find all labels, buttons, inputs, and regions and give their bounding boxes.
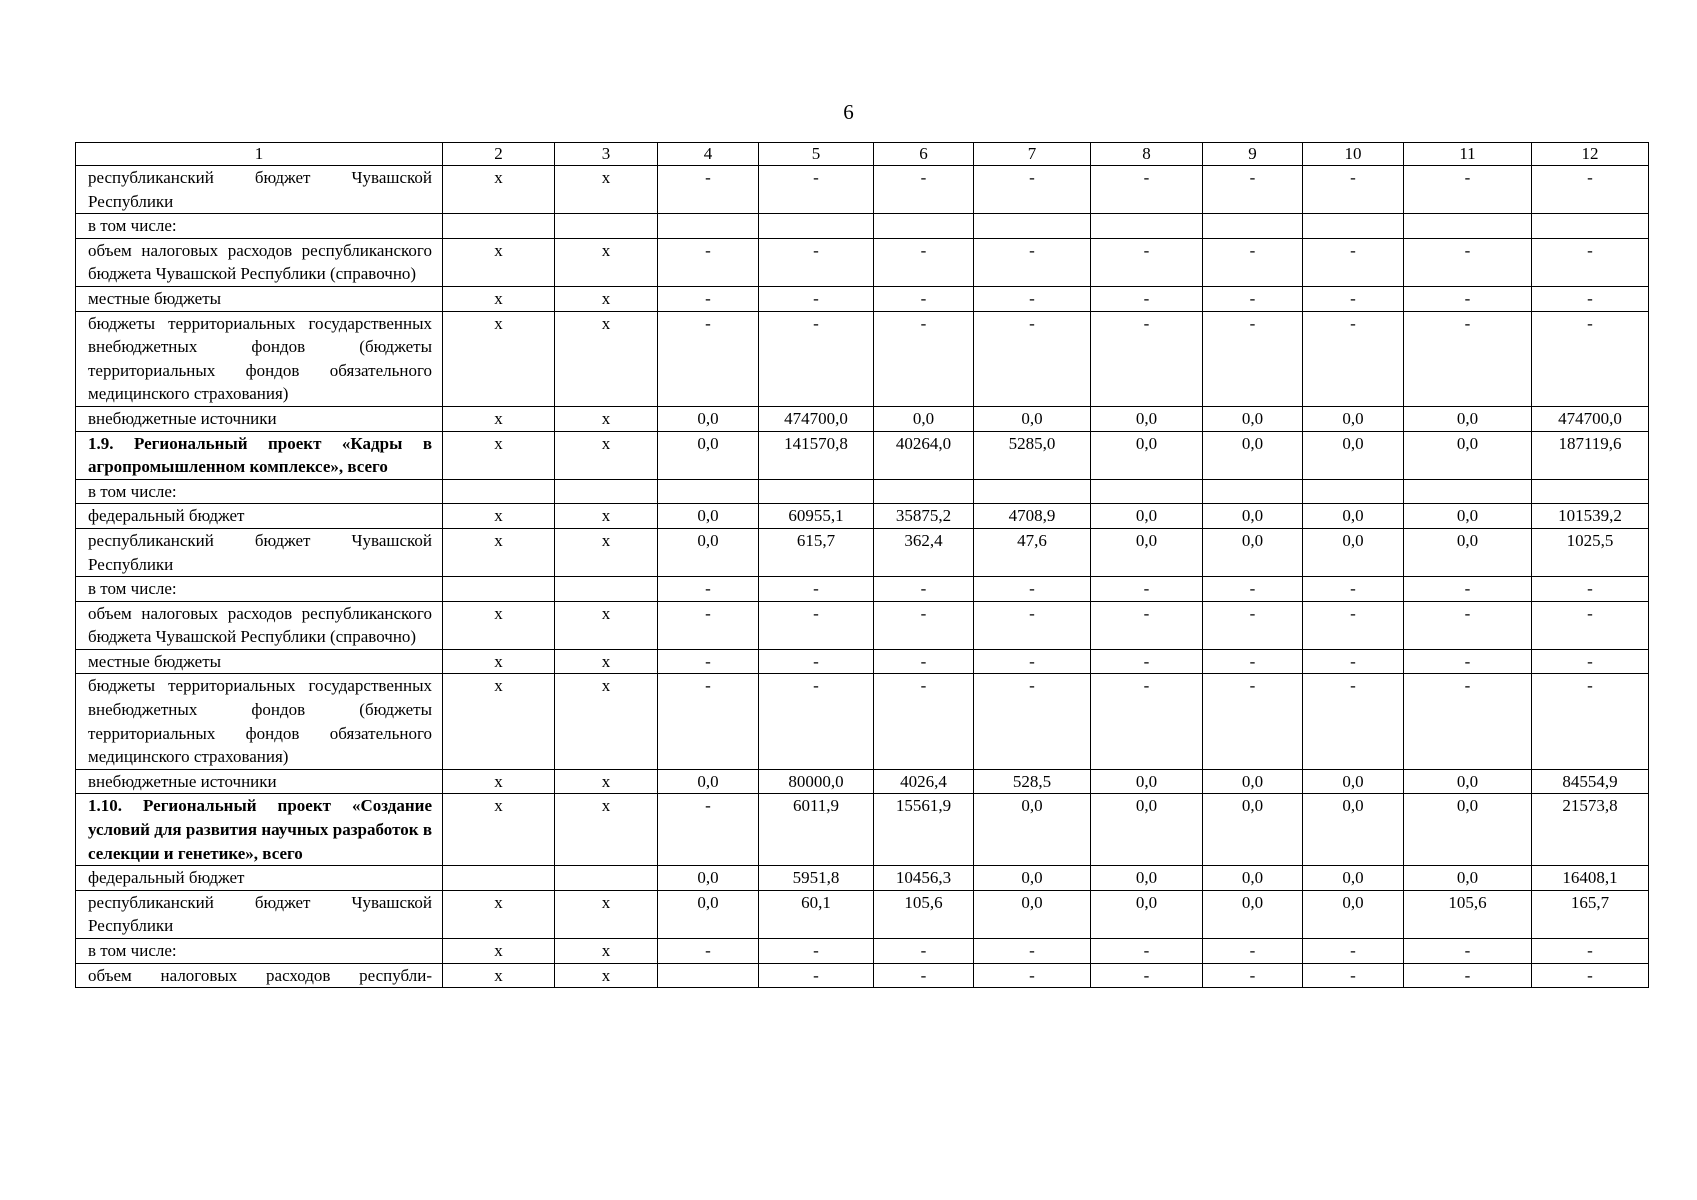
cell-col-7: - xyxy=(974,601,1091,649)
cell-col-7: - xyxy=(974,286,1091,311)
cell-col-5: - xyxy=(759,939,874,964)
cell-col-6: 105,6 xyxy=(874,890,974,938)
cell-col-6: - xyxy=(874,601,974,649)
cell-col-6: - xyxy=(874,649,974,674)
header-cell-6: 6 xyxy=(874,143,974,166)
cell-col-9: 0,0 xyxy=(1203,504,1303,529)
cell-col-2: x xyxy=(443,528,555,576)
cell-col-10: - xyxy=(1303,286,1404,311)
cell-col-10: - xyxy=(1303,166,1404,214)
table-row xyxy=(76,939,1649,964)
cell-col-4: - xyxy=(658,238,759,286)
cell-col-6: 35875,2 xyxy=(874,504,974,529)
row-label: республиканский бюджет Чувашской Республики xyxy=(76,890,443,938)
cell-col-9: - xyxy=(1203,238,1303,286)
cell-col-12: - xyxy=(1532,311,1649,406)
cell-col-12 xyxy=(1532,214,1649,239)
cell-col-10: - xyxy=(1303,939,1404,964)
cell-col-8: - xyxy=(1091,238,1203,286)
cell-col-8: - xyxy=(1091,166,1203,214)
row-label: федеральный бюджет xyxy=(76,866,443,891)
cell-col-2: x xyxy=(443,674,555,769)
cell-col-6: - xyxy=(874,963,974,988)
header-cell-11: 11 xyxy=(1404,143,1532,166)
cell-col-6: 362,4 xyxy=(874,528,974,576)
table-row xyxy=(76,866,1649,891)
cell-col-2 xyxy=(443,479,555,504)
cell-col-2: x xyxy=(443,649,555,674)
cell-col-3: x xyxy=(555,649,658,674)
cell-col-2: x xyxy=(443,286,555,311)
cell-col-8: - xyxy=(1091,286,1203,311)
cell-col-10: - xyxy=(1303,674,1404,769)
cell-col-11: - xyxy=(1404,238,1532,286)
row-label: в том числе: xyxy=(76,214,443,239)
cell-col-7 xyxy=(974,214,1091,239)
cell-col-12: - xyxy=(1532,286,1649,311)
cell-col-12: 101539,2 xyxy=(1532,504,1649,529)
cell-col-2 xyxy=(443,577,555,602)
cell-col-9: - xyxy=(1203,601,1303,649)
cell-col-6 xyxy=(874,214,974,239)
cell-col-4: 0,0 xyxy=(658,431,759,479)
cell-col-11: - xyxy=(1404,649,1532,674)
cell-col-8: 0,0 xyxy=(1091,528,1203,576)
cell-col-8 xyxy=(1091,214,1203,239)
table-row xyxy=(76,238,1649,286)
cell-col-3: x xyxy=(555,890,658,938)
cell-col-11: - xyxy=(1404,286,1532,311)
cell-col-10: 0,0 xyxy=(1303,794,1404,866)
cell-col-2: x xyxy=(443,431,555,479)
cell-col-6: - xyxy=(874,674,974,769)
cell-col-12: - xyxy=(1532,963,1649,988)
cell-col-9: 0,0 xyxy=(1203,890,1303,938)
cell-col-4: 0,0 xyxy=(658,528,759,576)
row-label: внебюджетные источники xyxy=(76,406,443,431)
cell-col-6: - xyxy=(874,166,974,214)
cell-col-12: 187119,6 xyxy=(1532,431,1649,479)
cell-col-8: - xyxy=(1091,649,1203,674)
cell-col-10: - xyxy=(1303,601,1404,649)
cell-col-8: 0,0 xyxy=(1091,890,1203,938)
cell-col-8: 0,0 xyxy=(1091,504,1203,529)
row-label: объем налоговых расходов республи- xyxy=(76,963,443,988)
cell-col-6: - xyxy=(874,577,974,602)
cell-col-3: x xyxy=(555,939,658,964)
row-label: федеральный бюджет xyxy=(76,504,443,529)
cell-col-5: - xyxy=(759,601,874,649)
cell-col-4: - xyxy=(658,794,759,866)
cell-col-5: - xyxy=(759,311,874,406)
cell-col-4: - xyxy=(658,939,759,964)
cell-col-7: 0,0 xyxy=(974,866,1091,891)
cell-col-12: - xyxy=(1532,166,1649,214)
cell-col-4: - xyxy=(658,577,759,602)
cell-col-9: 0,0 xyxy=(1203,528,1303,576)
cell-col-10: - xyxy=(1303,963,1404,988)
cell-col-2 xyxy=(443,214,555,239)
cell-col-3 xyxy=(555,479,658,504)
cell-col-5: - xyxy=(759,238,874,286)
table-row xyxy=(76,286,1649,311)
cell-col-5: - xyxy=(759,963,874,988)
cell-col-6: - xyxy=(874,286,974,311)
row-label: объем налоговых расходов республиканского бюджета Чувашской Республики (справочно) xyxy=(76,238,443,286)
cell-col-10: 0,0 xyxy=(1303,866,1404,891)
cell-col-3: x xyxy=(555,794,658,866)
header-cell-5: 5 xyxy=(759,143,874,166)
table-row xyxy=(76,504,1649,529)
row-label: внебюджетные источники xyxy=(76,769,443,794)
cell-col-9: 0,0 xyxy=(1203,794,1303,866)
table-row xyxy=(76,963,1649,988)
header-cell-8: 8 xyxy=(1091,143,1203,166)
cell-col-10: - xyxy=(1303,577,1404,602)
cell-col-5 xyxy=(759,479,874,504)
cell-col-3: x xyxy=(555,406,658,431)
cell-col-9: - xyxy=(1203,649,1303,674)
cell-col-7: 0,0 xyxy=(974,794,1091,866)
table-row xyxy=(76,890,1649,938)
cell-col-3: x xyxy=(555,504,658,529)
cell-col-2: x xyxy=(443,601,555,649)
table-row xyxy=(76,166,1649,214)
cell-col-8: 0,0 xyxy=(1091,431,1203,479)
cell-col-4: 0,0 xyxy=(658,890,759,938)
table-row xyxy=(76,769,1649,794)
cell-col-6: 15561,9 xyxy=(874,794,974,866)
cell-col-2: x xyxy=(443,963,555,988)
cell-col-7: 47,6 xyxy=(974,528,1091,576)
cell-col-6 xyxy=(874,479,974,504)
row-label: республиканский бюджет Чувашской Республики xyxy=(76,528,443,576)
table-row xyxy=(76,649,1649,674)
cell-col-6: - xyxy=(874,939,974,964)
cell-col-4: 0,0 xyxy=(658,769,759,794)
cell-col-4: - xyxy=(658,311,759,406)
cell-col-3: x xyxy=(555,528,658,576)
cell-col-5: 6011,9 xyxy=(759,794,874,866)
cell-col-6: 10456,3 xyxy=(874,866,974,891)
cell-col-5: - xyxy=(759,649,874,674)
cell-col-5: 5951,8 xyxy=(759,866,874,891)
cell-col-6: 0,0 xyxy=(874,406,974,431)
cell-col-3: x xyxy=(555,166,658,214)
cell-col-10: - xyxy=(1303,238,1404,286)
cell-col-12: 84554,9 xyxy=(1532,769,1649,794)
cell-col-7: - xyxy=(974,649,1091,674)
cell-col-2: x xyxy=(443,939,555,964)
cell-col-2: x xyxy=(443,166,555,214)
cell-col-11: - xyxy=(1404,601,1532,649)
cell-col-8: - xyxy=(1091,577,1203,602)
cell-col-12: 474700,0 xyxy=(1532,406,1649,431)
cell-col-4: - xyxy=(658,286,759,311)
cell-col-10: - xyxy=(1303,649,1404,674)
cell-col-7: 4708,9 xyxy=(974,504,1091,529)
row-label: бюджеты территориальных государственных внебюджетных фондов (бюджеты территориальных фондов обязательного медицинского страхования) xyxy=(76,311,443,406)
cell-col-10: 0,0 xyxy=(1303,528,1404,576)
table-row xyxy=(76,794,1649,866)
cell-col-12: - xyxy=(1532,577,1649,602)
cell-col-4: - xyxy=(658,601,759,649)
cell-col-9 xyxy=(1203,479,1303,504)
cell-col-5 xyxy=(759,214,874,239)
header-cell-3: 3 xyxy=(555,143,658,166)
header-cell-1: 1 xyxy=(76,143,443,166)
row-label: республиканский бюджет Чувашской Республики xyxy=(76,166,443,214)
cell-col-10 xyxy=(1303,479,1404,504)
header-cell-12: 12 xyxy=(1532,143,1649,166)
cell-col-4: 0,0 xyxy=(658,504,759,529)
page-number: 6 xyxy=(843,100,854,124)
cell-col-12: 1025,5 xyxy=(1532,528,1649,576)
cell-col-7: - xyxy=(974,238,1091,286)
cell-col-7: - xyxy=(974,963,1091,988)
cell-col-9: 0,0 xyxy=(1203,431,1303,479)
cell-col-7: 0,0 xyxy=(974,406,1091,431)
cell-col-12 xyxy=(1532,479,1649,504)
cell-col-3 xyxy=(555,214,658,239)
row-label: в том числе: xyxy=(76,939,443,964)
cell-col-7 xyxy=(974,479,1091,504)
cell-col-9: - xyxy=(1203,286,1303,311)
cell-col-11: 0,0 xyxy=(1404,431,1532,479)
cell-col-4: - xyxy=(658,649,759,674)
cell-col-3: x xyxy=(555,286,658,311)
cell-col-7: - xyxy=(974,577,1091,602)
cell-col-2: x xyxy=(443,504,555,529)
table-row xyxy=(76,311,1649,406)
cell-col-7: - xyxy=(974,311,1091,406)
header-cell-7: 7 xyxy=(974,143,1091,166)
cell-col-10 xyxy=(1303,214,1404,239)
cell-col-12: - xyxy=(1532,649,1649,674)
table-row xyxy=(76,214,1649,239)
cell-col-10: - xyxy=(1303,311,1404,406)
cell-col-7: - xyxy=(974,166,1091,214)
cell-col-9: 0,0 xyxy=(1203,406,1303,431)
cell-col-2: x xyxy=(443,238,555,286)
cell-col-4: - xyxy=(658,166,759,214)
cell-col-3: x xyxy=(555,601,658,649)
cell-col-6: - xyxy=(874,311,974,406)
cell-col-8: 0,0 xyxy=(1091,769,1203,794)
cell-col-11: 0,0 xyxy=(1404,866,1532,891)
cell-col-9 xyxy=(1203,214,1303,239)
row-label: 1.9. Региональный проект «Кадры в агропромышленном комплексе», всего xyxy=(76,431,443,479)
cell-col-9: - xyxy=(1203,963,1303,988)
cell-col-3: x xyxy=(555,238,658,286)
cell-col-11: - xyxy=(1404,311,1532,406)
cell-col-8: - xyxy=(1091,601,1203,649)
cell-col-11: - xyxy=(1404,166,1532,214)
row-label: 1.10. Региональный проект «Создание условий для развития научных разработок в селекции и генетике», всего xyxy=(76,794,443,866)
cell-col-10: 0,0 xyxy=(1303,406,1404,431)
cell-col-5: 615,7 xyxy=(759,528,874,576)
table-row xyxy=(76,528,1649,576)
cell-col-10: 0,0 xyxy=(1303,504,1404,529)
cell-col-11: - xyxy=(1404,577,1532,602)
cell-col-10: 0,0 xyxy=(1303,890,1404,938)
cell-col-5: - xyxy=(759,166,874,214)
cell-col-11 xyxy=(1404,479,1532,504)
cell-col-4: - xyxy=(658,674,759,769)
header-cell-9: 9 xyxy=(1203,143,1303,166)
cell-col-3: x xyxy=(555,963,658,988)
cell-col-7: - xyxy=(974,674,1091,769)
table-row xyxy=(76,674,1649,769)
table-body xyxy=(76,143,1649,988)
cell-col-3: x xyxy=(555,311,658,406)
cell-col-5: 60,1 xyxy=(759,890,874,938)
cell-col-11 xyxy=(1404,214,1532,239)
cell-col-2: x xyxy=(443,794,555,866)
cell-col-9: - xyxy=(1203,166,1303,214)
cell-col-11: 0,0 xyxy=(1404,794,1532,866)
cell-col-4 xyxy=(658,214,759,239)
table-row xyxy=(76,577,1649,602)
budget-table xyxy=(75,142,1649,988)
cell-col-5: - xyxy=(759,286,874,311)
cell-col-8: - xyxy=(1091,939,1203,964)
cell-col-12: - xyxy=(1532,238,1649,286)
cell-col-4 xyxy=(658,479,759,504)
row-label: в том числе: xyxy=(76,479,443,504)
cell-col-4: 0,0 xyxy=(658,866,759,891)
cell-col-3: x xyxy=(555,431,658,479)
cell-col-5: 141570,8 xyxy=(759,431,874,479)
cell-col-2: x xyxy=(443,406,555,431)
row-label: бюджеты территориальных государственных внебюджетных фондов (бюджеты территориальных фондов обязательного медицинского страхования) xyxy=(76,674,443,769)
row-label: местные бюджеты xyxy=(76,286,443,311)
cell-col-8: - xyxy=(1091,963,1203,988)
cell-col-12: 165,7 xyxy=(1532,890,1649,938)
cell-col-6: 4026,4 xyxy=(874,769,974,794)
cell-col-4: 0,0 xyxy=(658,406,759,431)
cell-col-11: 0,0 xyxy=(1404,504,1532,529)
cell-col-4 xyxy=(658,963,759,988)
cell-col-11: 0,0 xyxy=(1404,406,1532,431)
cell-col-12: - xyxy=(1532,601,1649,649)
cell-col-7: 5285,0 xyxy=(974,431,1091,479)
cell-col-10: 0,0 xyxy=(1303,431,1404,479)
cell-col-11: - xyxy=(1404,939,1532,964)
cell-col-3 xyxy=(555,577,658,602)
cell-col-8: - xyxy=(1091,311,1203,406)
header-cell-2: 2 xyxy=(443,143,555,166)
cell-col-9: - xyxy=(1203,939,1303,964)
cell-col-5: 474700,0 xyxy=(759,406,874,431)
cell-col-3 xyxy=(555,866,658,891)
cell-col-12: - xyxy=(1532,674,1649,769)
table-row xyxy=(76,431,1649,479)
cell-col-12: 16408,1 xyxy=(1532,866,1649,891)
row-label: объем налоговых расходов республиканского бюджета Чувашской Республики (справочно) xyxy=(76,601,443,649)
table-row xyxy=(76,601,1649,649)
cell-col-5: 80000,0 xyxy=(759,769,874,794)
cell-col-8: 0,0 xyxy=(1091,794,1203,866)
cell-col-8: 0,0 xyxy=(1091,406,1203,431)
cell-col-3: x xyxy=(555,769,658,794)
cell-col-11: 105,6 xyxy=(1404,890,1532,938)
cell-col-2 xyxy=(443,866,555,891)
cell-col-9: - xyxy=(1203,674,1303,769)
cell-col-11: - xyxy=(1404,963,1532,988)
cell-col-11: 0,0 xyxy=(1404,528,1532,576)
header-cell-4: 4 xyxy=(658,143,759,166)
cell-col-8: 0,0 xyxy=(1091,866,1203,891)
cell-col-11: 0,0 xyxy=(1404,769,1532,794)
cell-col-11: - xyxy=(1404,674,1532,769)
cell-col-5: 60955,1 xyxy=(759,504,874,529)
table-row xyxy=(76,479,1649,504)
cell-col-10: 0,0 xyxy=(1303,769,1404,794)
cell-col-7: - xyxy=(974,939,1091,964)
cell-col-12: - xyxy=(1532,939,1649,964)
cell-col-7: 528,5 xyxy=(974,769,1091,794)
cell-col-5: - xyxy=(759,577,874,602)
cell-col-8 xyxy=(1091,479,1203,504)
cell-col-9: 0,0 xyxy=(1203,769,1303,794)
cell-col-6: 40264,0 xyxy=(874,431,974,479)
cell-col-7: 0,0 xyxy=(974,890,1091,938)
cell-col-12: 21573,8 xyxy=(1532,794,1649,866)
cell-col-9: - xyxy=(1203,311,1303,406)
cell-col-2: x xyxy=(443,890,555,938)
cell-col-2: x xyxy=(443,769,555,794)
cell-col-9: 0,0 xyxy=(1203,866,1303,891)
header-row xyxy=(76,143,1649,166)
cell-col-5: - xyxy=(759,674,874,769)
cell-col-9: - xyxy=(1203,577,1303,602)
cell-col-6: - xyxy=(874,238,974,286)
cell-col-2: x xyxy=(443,311,555,406)
header-cell-10: 10 xyxy=(1303,143,1404,166)
table-row xyxy=(76,406,1649,431)
row-label: в том числе: xyxy=(76,577,443,602)
cell-col-3: x xyxy=(555,674,658,769)
row-label: местные бюджеты xyxy=(76,649,443,674)
cell-col-8: - xyxy=(1091,674,1203,769)
